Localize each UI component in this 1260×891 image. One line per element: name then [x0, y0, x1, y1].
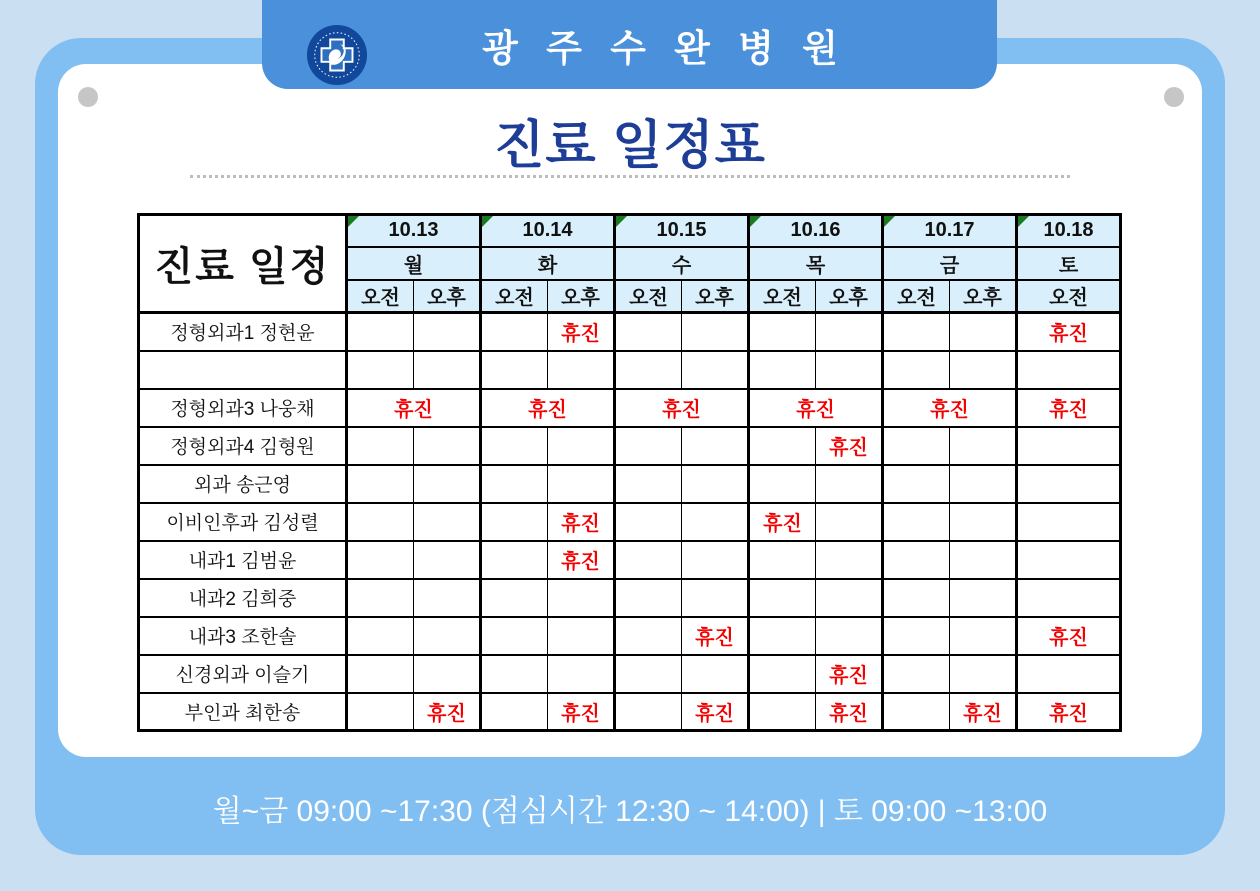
schedule-cell [548, 465, 615, 503]
schedule-cell [883, 655, 950, 693]
doctor-name: 이비인후과 김성렬 [139, 503, 347, 541]
doctor-row [139, 541, 1121, 579]
schedule-cell [414, 541, 481, 579]
schedule-cell [548, 617, 615, 655]
doctor-name: 부인과 최한송 [139, 693, 347, 731]
schedule-cell [1017, 579, 1121, 617]
slot-cell: 오후 [950, 280, 1017, 313]
slot-cell: 오후 [414, 280, 481, 313]
schedule-cell [615, 541, 682, 579]
corner-marker-icon [1018, 216, 1029, 227]
schedule-cell [950, 313, 1017, 351]
schedule-cell [950, 617, 1017, 655]
schedule-cell: 휴진 [749, 389, 883, 427]
schedule-cell [682, 503, 749, 541]
schedule-cell: 휴진 [816, 693, 883, 731]
schedule-cell [548, 579, 615, 617]
schedule-cell: 휴진 [414, 693, 481, 731]
schedule-cell: 휴진 [1017, 389, 1121, 427]
schedule-cell [414, 465, 481, 503]
doctor-name: 내과1 김범윤 [139, 541, 347, 579]
schedule-table [137, 213, 1122, 732]
schedule-cell [883, 427, 950, 465]
schedule-cell: 휴진 [1017, 693, 1121, 731]
doctor-row [139, 313, 1121, 351]
schedule-cell: 휴진 [548, 693, 615, 731]
schedule-cell: 휴진 [481, 389, 615, 427]
date-cell: 10.15 [615, 215, 749, 247]
schedule-cell [481, 693, 548, 731]
schedule-cell [816, 503, 883, 541]
schedule-cell [1017, 427, 1121, 465]
schedule-cell [816, 541, 883, 579]
doctor-name: 외과 송근영 [139, 465, 347, 503]
schedule-cell [481, 617, 548, 655]
day-cell: 화 [481, 247, 615, 280]
schedule-cell [950, 541, 1017, 579]
schedule-cell [883, 503, 950, 541]
schedule-cell [481, 313, 548, 351]
schedule-cell [347, 313, 414, 351]
schedule-cell [548, 427, 615, 465]
corner-marker-icon [884, 216, 895, 227]
schedule-cell [481, 655, 548, 693]
schedule-cell [749, 313, 816, 351]
schedule-cell [615, 579, 682, 617]
slot-cell: 오전 [1017, 280, 1121, 313]
schedule-cell: 휴진 [1017, 617, 1121, 655]
schedule-cell [883, 465, 950, 503]
schedule-cell [883, 351, 950, 389]
doctor-name: 정형외과4 김형원 [139, 427, 347, 465]
doctor-row [139, 465, 1121, 503]
corner-marker-icon [616, 216, 627, 227]
schedule-cell [682, 541, 749, 579]
day-cell: 토 [1017, 247, 1121, 280]
doctor-name: 내과3 조한솔 [139, 617, 347, 655]
schedule-cell [414, 579, 481, 617]
date-cell: 10.16 [749, 215, 883, 247]
schedule-cell [481, 503, 548, 541]
schedule-cell [1017, 541, 1121, 579]
schedule-cell [481, 351, 548, 389]
schedule-cell [883, 693, 950, 731]
schedule-cell [749, 655, 816, 693]
schedule-cell [749, 465, 816, 503]
slot-cell: 오전 [481, 280, 548, 313]
schedule-cell [749, 351, 816, 389]
schedule-cell: 휴진 [615, 389, 749, 427]
schedule-cell [481, 579, 548, 617]
doctor-row [139, 693, 1121, 731]
schedule-cell [749, 693, 816, 731]
schedule-cell [548, 655, 615, 693]
schedule-cell [414, 351, 481, 389]
schedule-cell [749, 427, 816, 465]
schedule-cell: 휴진 [682, 693, 749, 731]
schedule-cell [347, 427, 414, 465]
schedule-cell [749, 541, 816, 579]
corner-marker-icon [750, 216, 761, 227]
schedule-cell [816, 351, 883, 389]
slot-cell: 오전 [347, 280, 414, 313]
schedule-cell [883, 541, 950, 579]
schedule-cell [950, 465, 1017, 503]
schedule-cell [682, 427, 749, 465]
schedule-cell [347, 541, 414, 579]
schedule-cell [682, 351, 749, 389]
day-cell: 월 [347, 247, 481, 280]
schedule-cell [883, 313, 950, 351]
corner-marker-icon [482, 216, 493, 227]
schedule-cell: 휴진 [1017, 313, 1121, 351]
doctor-row [139, 655, 1121, 693]
date-cell: 10.13 [347, 215, 481, 247]
schedule-cell [414, 617, 481, 655]
date-cell: 10.14 [481, 215, 615, 247]
doctor-name: 내과2 김희중 [139, 579, 347, 617]
schedule-cell [1017, 655, 1121, 693]
schedule-cell [615, 351, 682, 389]
opening-hours: 월~금 09:00 ~17:30 (점심시간 12:30 ~ 14:00) | 토 09:00 ~13:00 [212, 795, 1048, 828]
schedule-cell [950, 427, 1017, 465]
schedule-cell: 휴진 [950, 693, 1017, 731]
doctor-name: 신경외과 이슬기 [139, 655, 347, 693]
schedule-cell [347, 465, 414, 503]
page-title: 진료 일정표 [494, 117, 766, 175]
hospital-name: 광 주 수 완 병 원 [482, 27, 847, 69]
schedule-corner-label: 진료 일정 [139, 215, 347, 313]
schedule-cell [950, 503, 1017, 541]
schedule-cell [347, 579, 414, 617]
schedule-cell [615, 655, 682, 693]
schedule-cell [615, 503, 682, 541]
doctor-name: 정형외과3 나웅채 [139, 389, 347, 427]
schedule-cell [414, 503, 481, 541]
schedule-cell: 휴진 [682, 617, 749, 655]
date-cell: 10.18 [1017, 215, 1121, 247]
schedule-cell [615, 617, 682, 655]
schedule-cell [816, 313, 883, 351]
schedule-cell [347, 351, 414, 389]
schedule-cell [414, 427, 481, 465]
day-cell: 수 [615, 247, 749, 280]
schedule-cell [682, 465, 749, 503]
schedule-cell [1017, 503, 1121, 541]
slot-cell: 오후 [548, 280, 615, 313]
schedule-cell [816, 579, 883, 617]
schedule-cell: 휴진 [883, 389, 1017, 427]
schedule-cell [950, 655, 1017, 693]
dotted-divider [190, 175, 1070, 178]
doctor-name: 정형외과1 정현윤 [139, 313, 347, 351]
slot-cell: 오후 [682, 280, 749, 313]
schedule-cell: 휴진 [749, 503, 816, 541]
schedule-cell: 휴진 [548, 313, 615, 351]
schedule-cell [615, 427, 682, 465]
schedule-cell [414, 313, 481, 351]
slot-cell: 오전 [749, 280, 816, 313]
schedule-cell [414, 655, 481, 693]
corner-marker-icon [348, 216, 359, 227]
slot-cell: 오전 [883, 280, 950, 313]
schedule-cell: 휴진 [816, 655, 883, 693]
schedule-cell [950, 579, 1017, 617]
doctor-row [139, 427, 1121, 465]
schedule-cell [481, 465, 548, 503]
header-date-row [139, 215, 1121, 247]
schedule-cell [1017, 351, 1121, 389]
schedule-cell [682, 655, 749, 693]
schedule-cell [548, 351, 615, 389]
schedule-cell: 휴진 [816, 427, 883, 465]
schedule-cell [682, 313, 749, 351]
doctor-row [139, 351, 1121, 389]
schedule-cell [615, 465, 682, 503]
doctor-row [139, 389, 1121, 427]
schedule-cell [816, 465, 883, 503]
day-cell: 목 [749, 247, 883, 280]
schedule-cell [682, 579, 749, 617]
schedule-cell [347, 617, 414, 655]
doctor-row [139, 617, 1121, 655]
doctor-row [139, 503, 1121, 541]
schedule-cell [950, 351, 1017, 389]
hospital-banner [262, 0, 997, 89]
schedule-cell [883, 617, 950, 655]
schedule-cell [749, 617, 816, 655]
schedule-table-wrap [137, 213, 1122, 732]
day-cell: 금 [883, 247, 1017, 280]
schedule-cell [481, 541, 548, 579]
slot-cell: 오후 [816, 280, 883, 313]
schedule-cell [749, 579, 816, 617]
schedule-cell [883, 579, 950, 617]
hospital-logo-icon [306, 24, 368, 86]
slot-cell: 오전 [615, 280, 682, 313]
schedule-cell [615, 693, 682, 731]
schedule-cell: 휴진 [548, 503, 615, 541]
schedule-cell: 휴진 [347, 389, 481, 427]
schedule-cell: 휴진 [548, 541, 615, 579]
date-cell: 10.17 [883, 215, 1017, 247]
schedule-cell [1017, 465, 1121, 503]
schedule-cell [347, 503, 414, 541]
schedule-cell [347, 655, 414, 693]
schedule-cell [816, 617, 883, 655]
doctor-row [139, 579, 1121, 617]
schedule-cell [481, 427, 548, 465]
schedule-cell [615, 313, 682, 351]
schedule-cell [347, 693, 414, 731]
doctor-name [139, 351, 347, 389]
